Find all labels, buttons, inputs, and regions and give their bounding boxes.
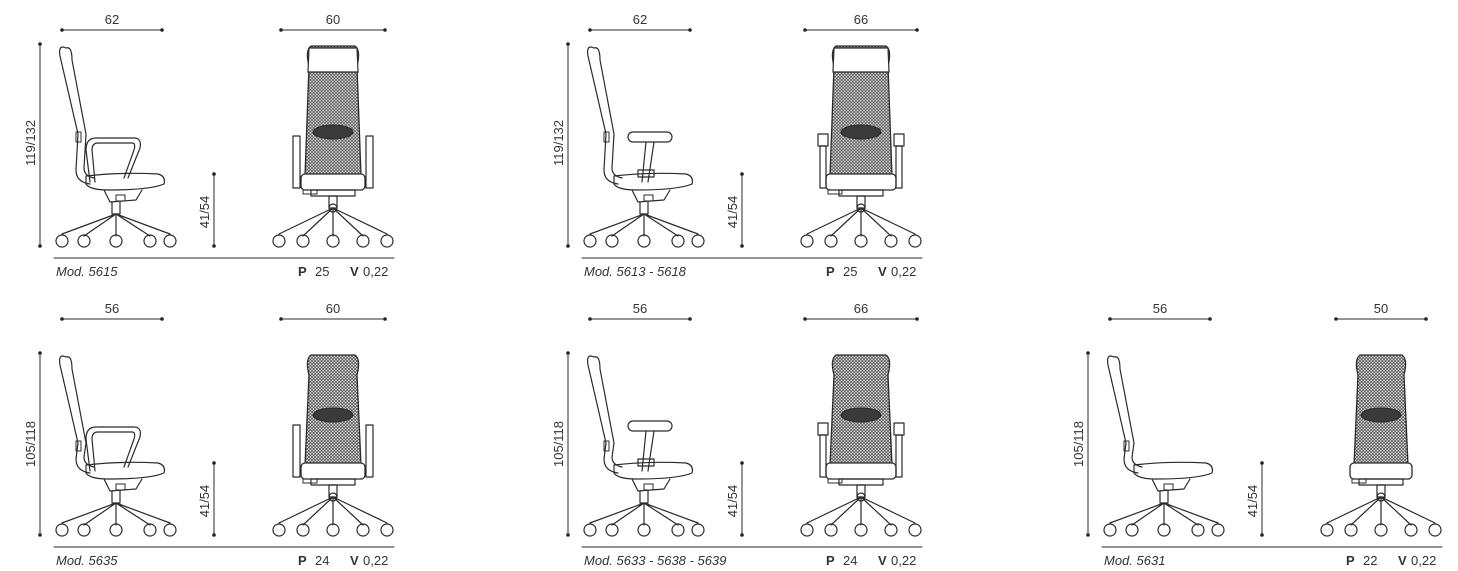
caster-wheel bbox=[885, 235, 897, 247]
seat-cushion bbox=[614, 173, 692, 190]
front-width-label: 66 bbox=[853, 301, 869, 316]
lumbar-support bbox=[841, 125, 881, 139]
dimension-tick bbox=[740, 244, 744, 248]
gas-column bbox=[1377, 485, 1385, 497]
headrest bbox=[308, 48, 358, 72]
weight-label: P bbox=[298, 553, 307, 568]
lumbar-support bbox=[1361, 408, 1401, 422]
dimension-tick bbox=[566, 351, 570, 355]
caster-wheel bbox=[144, 235, 156, 247]
dimension-tick bbox=[38, 351, 42, 355]
dimension-tick bbox=[1260, 461, 1264, 465]
backrest-profile bbox=[60, 47, 94, 184]
seat-front bbox=[826, 463, 896, 479]
side-view-chair bbox=[584, 47, 704, 247]
caster-wheel bbox=[110, 524, 122, 536]
caster-wheel bbox=[164, 235, 176, 247]
weight-label: P bbox=[298, 264, 307, 279]
caster-wheel bbox=[273, 524, 285, 536]
armrest-post-left bbox=[820, 435, 826, 477]
height-label: 105/118 bbox=[1071, 420, 1086, 468]
caster-wheel bbox=[801, 235, 813, 247]
caster-wheel bbox=[327, 524, 339, 536]
caster-wheel bbox=[692, 524, 704, 536]
headrest bbox=[833, 48, 889, 72]
gas-column bbox=[857, 485, 865, 497]
caster-wheel bbox=[909, 524, 921, 536]
model-name: Mod. 5635 bbox=[56, 553, 118, 568]
backrest-profile bbox=[60, 356, 94, 473]
caster-wheel bbox=[381, 524, 393, 536]
caster-wheel bbox=[297, 235, 309, 247]
dimension-tick bbox=[915, 28, 919, 32]
mechanism bbox=[839, 479, 883, 485]
dimension-tick bbox=[1424, 317, 1428, 321]
side-width-label: 62 bbox=[632, 12, 648, 27]
mechanism bbox=[311, 190, 355, 196]
model-name: Mod. 5613 - 5618 bbox=[584, 264, 686, 279]
caster-wheel bbox=[78, 524, 90, 536]
dimension-tick bbox=[1086, 533, 1090, 537]
height-label: 105/118 bbox=[551, 420, 566, 468]
caster-wheel bbox=[855, 235, 867, 247]
front-view-chair bbox=[1321, 355, 1441, 536]
front-view-chair bbox=[801, 355, 921, 536]
front-width-label: 66 bbox=[853, 12, 869, 27]
volume-value: 0,22 bbox=[363, 264, 389, 279]
armrest-pad bbox=[628, 421, 672, 431]
lumbar-support bbox=[313, 125, 353, 139]
height-label: 119/132 bbox=[551, 119, 566, 167]
panel-5613 bbox=[551, 12, 922, 279]
caster-wheel bbox=[638, 524, 650, 536]
caster-wheel bbox=[297, 524, 309, 536]
seat-front bbox=[1350, 463, 1412, 479]
seat-height-label: 41/54 bbox=[725, 195, 740, 229]
caster-wheel bbox=[78, 235, 90, 247]
side-view-chair bbox=[56, 356, 176, 536]
dimension-tick bbox=[212, 244, 216, 248]
dimension-tick bbox=[1260, 533, 1264, 537]
front-width-label: 60 bbox=[325, 301, 341, 316]
gas-column bbox=[112, 491, 120, 503]
lumbar-support bbox=[841, 408, 881, 422]
tilt-mechanism bbox=[632, 190, 670, 202]
star-base bbox=[590, 214, 698, 236]
weight-label: P bbox=[826, 264, 835, 279]
lever bbox=[1164, 484, 1173, 490]
caster-wheel bbox=[1158, 524, 1170, 536]
dimension-tick bbox=[212, 461, 216, 465]
dimension-tick bbox=[1108, 317, 1112, 321]
armrest-post-right bbox=[896, 435, 902, 477]
gas-column bbox=[1160, 491, 1168, 503]
seat-height-label: 41/54 bbox=[197, 195, 212, 229]
dimension-tick bbox=[1086, 351, 1090, 355]
volume-label: V bbox=[1398, 553, 1407, 568]
volume-label: V bbox=[878, 264, 887, 279]
caster-wheel bbox=[1212, 524, 1224, 536]
caster-wheel bbox=[1126, 524, 1138, 536]
caster-wheel bbox=[357, 235, 369, 247]
seat-cushion bbox=[1134, 462, 1212, 479]
caster-wheel bbox=[144, 524, 156, 536]
caster-wheel bbox=[606, 524, 618, 536]
seat-front bbox=[301, 463, 365, 479]
armrest-pad-left bbox=[818, 423, 828, 435]
dimension-tick bbox=[915, 317, 919, 321]
caster-wheel bbox=[584, 235, 596, 247]
star-base bbox=[62, 214, 170, 236]
star-base bbox=[1110, 503, 1218, 525]
seat-height-label: 41/54 bbox=[197, 484, 212, 518]
dimension-tick bbox=[740, 461, 744, 465]
dimension-tick bbox=[588, 28, 592, 32]
armrest-pad-right bbox=[894, 134, 904, 146]
caster-wheel bbox=[692, 235, 704, 247]
panel-5633 bbox=[551, 301, 922, 568]
front-view-chair bbox=[273, 355, 393, 536]
dimension-tick bbox=[383, 317, 387, 321]
dimension-tick bbox=[688, 28, 692, 32]
armrest-post-left bbox=[820, 146, 826, 188]
lever bbox=[116, 195, 125, 201]
dimension-tick bbox=[279, 28, 283, 32]
dimension-tick bbox=[803, 28, 807, 32]
model-name: Mod. 5633 - 5638 - 5639 bbox=[584, 553, 727, 568]
weight-value: 22 bbox=[1363, 553, 1378, 568]
volume-label: V bbox=[350, 553, 359, 568]
gas-column bbox=[329, 485, 337, 497]
dimension-tick bbox=[803, 317, 807, 321]
model-name: Mod. 5631 bbox=[1104, 553, 1166, 568]
volume-value: 0,22 bbox=[363, 553, 389, 568]
dimension-tick bbox=[160, 28, 164, 32]
volume-value: 0,22 bbox=[1411, 553, 1437, 568]
gas-column bbox=[640, 491, 648, 503]
side-width-label: 56 bbox=[1152, 301, 1168, 316]
panel-5615 bbox=[23, 12, 394, 279]
armrest-post-right bbox=[896, 146, 902, 188]
caster-wheel bbox=[1405, 524, 1417, 536]
weight-value: 24 bbox=[843, 553, 858, 568]
dimension-tick bbox=[1208, 317, 1212, 321]
caster-wheel bbox=[801, 524, 813, 536]
caster-wheel bbox=[855, 524, 867, 536]
armrest-pad-right bbox=[894, 423, 904, 435]
armrest-pad-left bbox=[818, 134, 828, 146]
lever bbox=[116, 484, 125, 490]
caster-wheel bbox=[357, 524, 369, 536]
caster-wheel bbox=[1375, 524, 1387, 536]
caster-wheel bbox=[885, 524, 897, 536]
weight-value: 24 bbox=[315, 553, 330, 568]
armrest-left bbox=[293, 136, 300, 188]
star-base bbox=[590, 503, 698, 525]
side-width-label: 56 bbox=[104, 301, 120, 316]
side-view-chair bbox=[1104, 356, 1224, 536]
dimension-tick bbox=[588, 317, 592, 321]
height-label: 105/118 bbox=[23, 420, 38, 468]
mechanism bbox=[311, 479, 355, 485]
caster-wheel bbox=[164, 524, 176, 536]
gas-column bbox=[857, 196, 865, 208]
caster-wheel bbox=[909, 235, 921, 247]
gas-column bbox=[640, 202, 648, 214]
dimension-tick bbox=[38, 42, 42, 46]
dimension-tick bbox=[740, 172, 744, 176]
seat-cushion bbox=[614, 462, 692, 479]
caster-wheel bbox=[638, 235, 650, 247]
backrest-profile bbox=[1108, 356, 1142, 473]
caster-wheel bbox=[584, 524, 596, 536]
armrest-right bbox=[366, 425, 373, 477]
armrest-left bbox=[293, 425, 300, 477]
tilt-mechanism bbox=[1152, 479, 1190, 491]
dimension-tick bbox=[740, 533, 744, 537]
caster-wheel bbox=[327, 235, 339, 247]
seat-front bbox=[826, 174, 896, 190]
volume-value: 0,22 bbox=[891, 553, 917, 568]
dimension-tick bbox=[566, 244, 570, 248]
panel-5631 bbox=[1071, 301, 1442, 568]
dimension-tick bbox=[688, 317, 692, 321]
dimension-tick bbox=[383, 28, 387, 32]
caster-wheel bbox=[110, 235, 122, 247]
caster-wheel bbox=[672, 235, 684, 247]
lever bbox=[644, 195, 653, 201]
armrest-post bbox=[642, 431, 654, 471]
dimension-tick bbox=[566, 42, 570, 46]
seat-height-label: 41/54 bbox=[725, 484, 740, 518]
model-name: Mod. 5615 bbox=[56, 264, 118, 279]
front-width-label: 50 bbox=[1373, 301, 1389, 316]
caster-wheel bbox=[1345, 524, 1357, 536]
weight-label: P bbox=[826, 553, 835, 568]
height-label: 119/132 bbox=[23, 119, 38, 167]
caster-wheel bbox=[56, 524, 68, 536]
dimension-tick bbox=[38, 244, 42, 248]
backrest-profile bbox=[588, 356, 622, 473]
caster-wheel bbox=[56, 235, 68, 247]
weight-label: P bbox=[1346, 553, 1355, 568]
caster-wheel bbox=[1321, 524, 1333, 536]
dimension-tick bbox=[212, 172, 216, 176]
side-view-chair bbox=[56, 47, 176, 247]
seat-height-label: 41/54 bbox=[1245, 484, 1260, 518]
front-view-chair bbox=[273, 46, 393, 247]
star-base bbox=[62, 503, 170, 525]
armrest-pad bbox=[628, 132, 672, 142]
lumbar-support bbox=[313, 408, 353, 422]
tilt-mechanism bbox=[632, 479, 670, 491]
dimension-tick bbox=[212, 533, 216, 537]
mechanism bbox=[839, 190, 883, 196]
armrest-post bbox=[642, 142, 654, 182]
dimension-tick bbox=[566, 533, 570, 537]
caster-wheel bbox=[672, 524, 684, 536]
caster-wheel bbox=[606, 235, 618, 247]
dimension-tick bbox=[38, 533, 42, 537]
side-view-chair bbox=[584, 356, 704, 536]
panel-5635 bbox=[23, 301, 394, 568]
dimension-tick bbox=[1334, 317, 1338, 321]
backrest-profile bbox=[588, 47, 622, 184]
volume-label: V bbox=[878, 553, 887, 568]
lever bbox=[644, 484, 653, 490]
seat-front bbox=[301, 174, 365, 190]
armrest-right bbox=[366, 136, 373, 188]
caster-wheel bbox=[825, 524, 837, 536]
caster-wheel bbox=[1192, 524, 1204, 536]
caster-wheel bbox=[273, 235, 285, 247]
front-view-chair bbox=[801, 46, 921, 247]
volume-value: 0,22 bbox=[891, 264, 917, 279]
side-width-label: 56 bbox=[632, 301, 648, 316]
caster-wheel bbox=[1104, 524, 1116, 536]
weight-value: 25 bbox=[843, 264, 858, 279]
dimension-tick bbox=[160, 317, 164, 321]
tilt-mechanism bbox=[104, 190, 142, 202]
caster-wheel bbox=[1429, 524, 1441, 536]
caster-wheel bbox=[381, 235, 393, 247]
dimension-tick bbox=[279, 317, 283, 321]
gas-column bbox=[329, 196, 337, 208]
dimension-tick bbox=[60, 28, 64, 32]
weight-value: 25 bbox=[315, 264, 330, 279]
dimension-tick bbox=[60, 317, 64, 321]
front-width-label: 60 bbox=[325, 12, 341, 27]
caster-wheel bbox=[825, 235, 837, 247]
volume-label: V bbox=[350, 264, 359, 279]
side-width-label: 62 bbox=[104, 12, 120, 27]
tilt-mechanism bbox=[104, 479, 142, 491]
gas-column bbox=[112, 202, 120, 214]
